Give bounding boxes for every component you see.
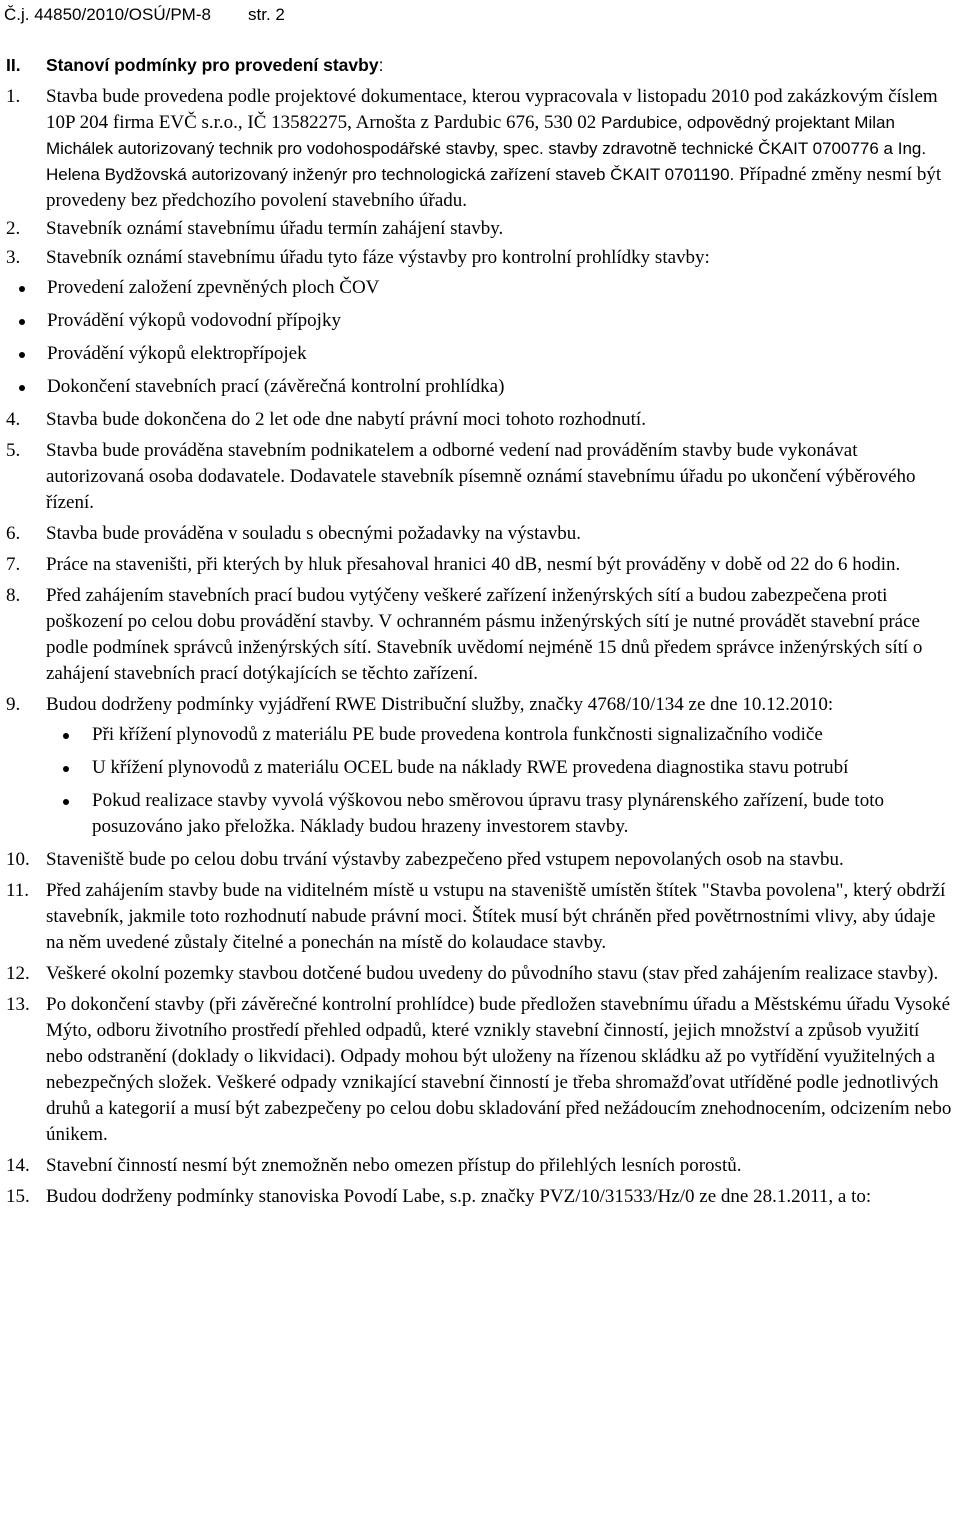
condition-number: 2. [6, 218, 21, 239]
condition-number: 13. [6, 994, 30, 1015]
condition-number: 5. [6, 440, 21, 461]
bullet-item: Při křížení plynovodů z materiálu PE bude provedena kontrola funkčnosti signalizačního vodiče [18, 722, 926, 748]
condition-11 [0, 878, 954, 956]
condition-1 [0, 84, 954, 214]
condition-number: 11. [6, 880, 30, 901]
bullet-item: Dokončení stavebních prací (závěrečná kontrolní prohlídka) [18, 374, 926, 400]
condition-number: 14. [6, 1155, 30, 1176]
condition-text: Stavba bude prováděna stavebním podnikatelem a odborné vedení nad prováděním stavby bude vykonávat autorizovaná osoba dodavatele. Dodavatele stavebník písemně oznámí stavebnímu úřadu po ukončení výběrového řízení. [46, 440, 916, 513]
condition-4 [0, 407, 954, 433]
conditions-list [0, 84, 960, 1210]
condition-12 [0, 961, 954, 987]
condition-number: 3. [6, 247, 21, 268]
condition-14 [0, 1153, 954, 1179]
condition-text: Stavební činností nesmí být znemožněn nebo omezen přístup do přilehlých lesních porostů. [46, 1155, 742, 1176]
bullet-list [18, 275, 926, 400]
bullet-item: Provádění výkopů elektropřípojek [18, 341, 926, 367]
page-number: str. 2 [248, 5, 285, 24]
condition-8 [0, 583, 954, 687]
condition-number: 8. [6, 585, 21, 606]
condition-5 [0, 438, 954, 516]
condition-text: Stavebník oznámí stavebnímu úřadu termín zahájení stavby. [46, 218, 504, 239]
condition-number: 7. [6, 554, 21, 575]
condition-text: Stavebník oznámí stavebnímu úřadu tyto fáze výstavby pro kontrolní prohlídky stavby: [46, 247, 710, 268]
condition-text-part: Stavba bude provedena podle projektové dokumentace, kterou vypracovala v listopadu 2010 pod zakázkovým číslem 10P 204 firma EVČ s.r.o., IČ 13582275, Arnošta z Pardubic 676, 530 02 [46, 86, 938, 133]
bullet-item: Pokud realizace stavby vyvolá výškovou nebo směrovou úpravu trasy plynárenského zařízení, bude toto posuzováno jako přeložka. Náklady budou hrazeny investorem stavby. [18, 788, 926, 840]
condition-text: Před zahájením stavebních prací budou vytýčeny veškeré zařízení inženýrských sítí a budou zabezpečena proti poškození po celou dobu provádění stavby. V ochranném pásmu inženýrských sítí je nutné provádět stavební práce podle podmínek správců inženýrských sítí. Stavebník uvědomí nejméně 15 dnů předem správce inženýrských sítí o zahájení stavebních prací dotýkajících se těchto zařízení. [46, 585, 923, 684]
bullet-item: Provádění výkopů vodovodní přípojky [18, 308, 926, 334]
condition-number: 9. [6, 694, 21, 715]
condition-number: 15. [6, 1186, 30, 1207]
section-title-text: Stanoví podmínky pro provedení stavby [46, 55, 379, 75]
condition-text: Budou dodrženy podmínky vyjádření RWE Distribuční služby, značky 4768/10/134 ze dne 10.12.2010: [46, 694, 834, 715]
condition-text-part: Pardubice, odpovědný projektant Milan Michálek autorizovaný technik pro vodohospodářské stavby, spec. stavby zdravotně technické ČKAIT 0700776 a Ing. Helena Bydžovská autorizovaný inženýr pro technologická zařízení staveb ČKAIT 0701190. [46, 113, 927, 184]
condition-number: 4. [6, 409, 21, 430]
bullet-item: U křížení plynovodů z materiálu OCEL bude na náklady RWE provedena diagnostika stavu potrubí [18, 755, 926, 781]
bullet-list [18, 722, 926, 840]
condition-13 [0, 992, 954, 1148]
condition-text: Budou dodrženy podmínky stanoviska Povodí Labe, s.p. značky PVZ/10/31533/Hz/0 ze dne 28.1.2011, a to: [46, 1186, 872, 1207]
condition-text: Po dokončení stavby (při závěrečné kontrolní prohlídce) bude předložen stavebnímu úřadu a Městskému úřadu Vysoké Mýto, odboru životního prostředí přehled odpadů, které vznikly stavební činností, jejich množství a způsob využití nebo odstranění (doklady o likvidaci). Odpady mohou být uloženy na řízenou skládku až po vytřídění využitelných a nebezpečných složek. Veškeré odpady vznikající stavební činností je třeba shromažďovat utříděné podle jednotlivých druhů a kategorií a musí být zabezpečeny po celou dobu skladování před nežádoucím znehodnocením, odcizením nebo únikem. [46, 994, 952, 1145]
condition-text-part: Případné změny nesmí být provedeny bez předchozího povolení stavebního úřadu. [46, 164, 942, 211]
section-number: II. [6, 55, 21, 75]
condition-6 [0, 521, 954, 547]
condition-number: 1. [6, 86, 21, 107]
condition-7 [0, 552, 954, 578]
bullet-item: Provedení založení zpevněných ploch ČOV [18, 275, 926, 301]
condition-9-bullets [0, 722, 926, 840]
condition-2 [0, 216, 954, 242]
condition-number: 10. [6, 849, 30, 870]
section-heading [6, 53, 383, 77]
condition-text: Stavba bude prováděna v souladu s obecnými požadavky na výstavbu. [46, 523, 582, 544]
condition-text: Před zahájením stavby bude na viditelném místě u vstupu na staveniště umístěn štítek "Stavba povolena", který obdrží stavebník, jakmile toto rozhodnutí nabude právní moci. Štítek musí být chráněn před povětrnostními vlivy, aby údaje na něm uvedené zůstaly čitelné a ponechán na místě do kolaudace stavby. [46, 880, 946, 953]
condition-number: 12. [6, 963, 30, 984]
condition-15 [0, 1184, 954, 1210]
condition-text: Staveniště bude po celou dobu trvání výstavby zabezpečeno před vstupem nepovolaných osob na stavbu. [46, 849, 844, 870]
section-colon: : [378, 55, 384, 75]
page-header [4, 4, 285, 28]
condition-3 [0, 245, 954, 271]
condition-text: Práce na staveništi, při kterých by hluk přesahoval hranici 40 dB, nesmí být prováděny v době od 22 do 6 hodin. [46, 554, 901, 575]
condition-text: Stavba bude dokončena do 2 let ode dne nabytí právní moci tohoto rozhodnutí. [46, 409, 646, 430]
condition-9 [0, 692, 954, 718]
condition-number: 6. [6, 523, 21, 544]
condition-3-bullets [0, 275, 926, 400]
condition-text: Veškeré okolní pozemky stavbou dotčené budou uvedeny do původního stavu (stav před zahájením realizace stavby). [46, 963, 939, 984]
condition-10 [0, 847, 954, 873]
reference-number: Č.j. 44850/2010/OSÚ/PM-8 [4, 5, 211, 24]
